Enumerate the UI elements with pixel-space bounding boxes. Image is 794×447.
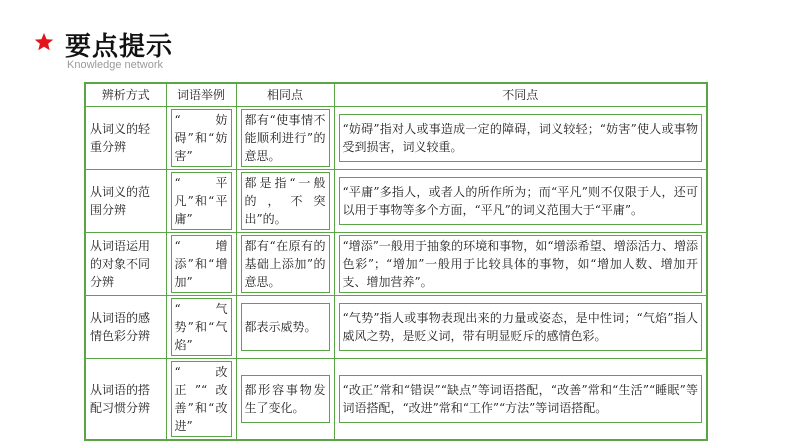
method-cell: 从词语的搭配习惯分辨 xyxy=(85,359,166,441)
column-header-diff: 不同点 xyxy=(334,83,707,107)
same-cell: 都有“在原有的基础上添加”的意思。 xyxy=(241,235,330,293)
column-header-examples: 词语举例 xyxy=(166,83,236,107)
examples-cell: “气势”和“气焰” xyxy=(171,298,232,356)
examples-cell: “增添”和“增加” xyxy=(171,235,232,293)
method-cell: 从词义的范围分辨 xyxy=(85,170,166,233)
examples-cell: “妨碍”和“妨害” xyxy=(171,109,232,167)
diff-cell: “改正”常和“错误”“缺点”等词语搭配，“改善”常和“生活”“睡眠”等词语搭配，“改进”常和“工作”“方法”等词语搭配。 xyxy=(339,375,703,423)
same-cell: 都表示威势。 xyxy=(241,303,330,351)
page-subtitle: Knowledge network xyxy=(67,59,164,71)
column-header-method: 辨析方式 xyxy=(85,83,166,107)
method-cell: 从词语的感情色彩分辨 xyxy=(85,296,166,359)
table-row xyxy=(85,359,707,441)
same-cell: 都有“使事情不能顺利进行”的意思。 xyxy=(241,109,330,167)
same-cell: 都是指“一般的，不突出”的。 xyxy=(241,172,330,230)
table-header-row xyxy=(85,83,707,107)
page-title: 要点提示 xyxy=(65,32,174,62)
method-cell: 从词语运用的对象不同分辨 xyxy=(85,233,166,296)
examples-cell: “平凡”和“平庸” xyxy=(171,172,232,230)
table-row xyxy=(85,296,707,359)
star-icon xyxy=(34,32,54,52)
table-row xyxy=(85,233,707,296)
same-cell: 都形容事物发生了变化。 xyxy=(241,375,330,423)
method-cell: 从词义的轻重分辨 xyxy=(85,107,166,170)
diff-cell: “气势”指人或事物表现出来的力量或姿态，是中性词；“气焰”指人威风之势，是贬义词，带有明显贬斥的感情色彩。 xyxy=(339,303,703,351)
diff-cell: “增添”一般用于抽象的环境和事物，如“增添希望、增添活力、增添色彩”；“增加”一般用于比较具体的事物，如“增加人数、增加开支、增加营养”。 xyxy=(339,235,703,293)
diff-cell: “妨碍”指对人或事造成一定的障碍，词义较轻；“妨害”使人或事物受到损害，词义较重。 xyxy=(339,114,703,162)
diff-cell: “平庸”多指人，或者人的所作所为；而“平凡”则不仅限于人，还可以用于事物等多个方面，“平凡”的词义范围大于“平庸”。 xyxy=(339,177,703,225)
column-header-same: 相同点 xyxy=(236,83,334,107)
table-row xyxy=(85,107,707,170)
examples-cell: “改正”“改善”和“改进” xyxy=(171,361,232,437)
comparison-table xyxy=(84,82,708,441)
table-row xyxy=(85,170,707,233)
